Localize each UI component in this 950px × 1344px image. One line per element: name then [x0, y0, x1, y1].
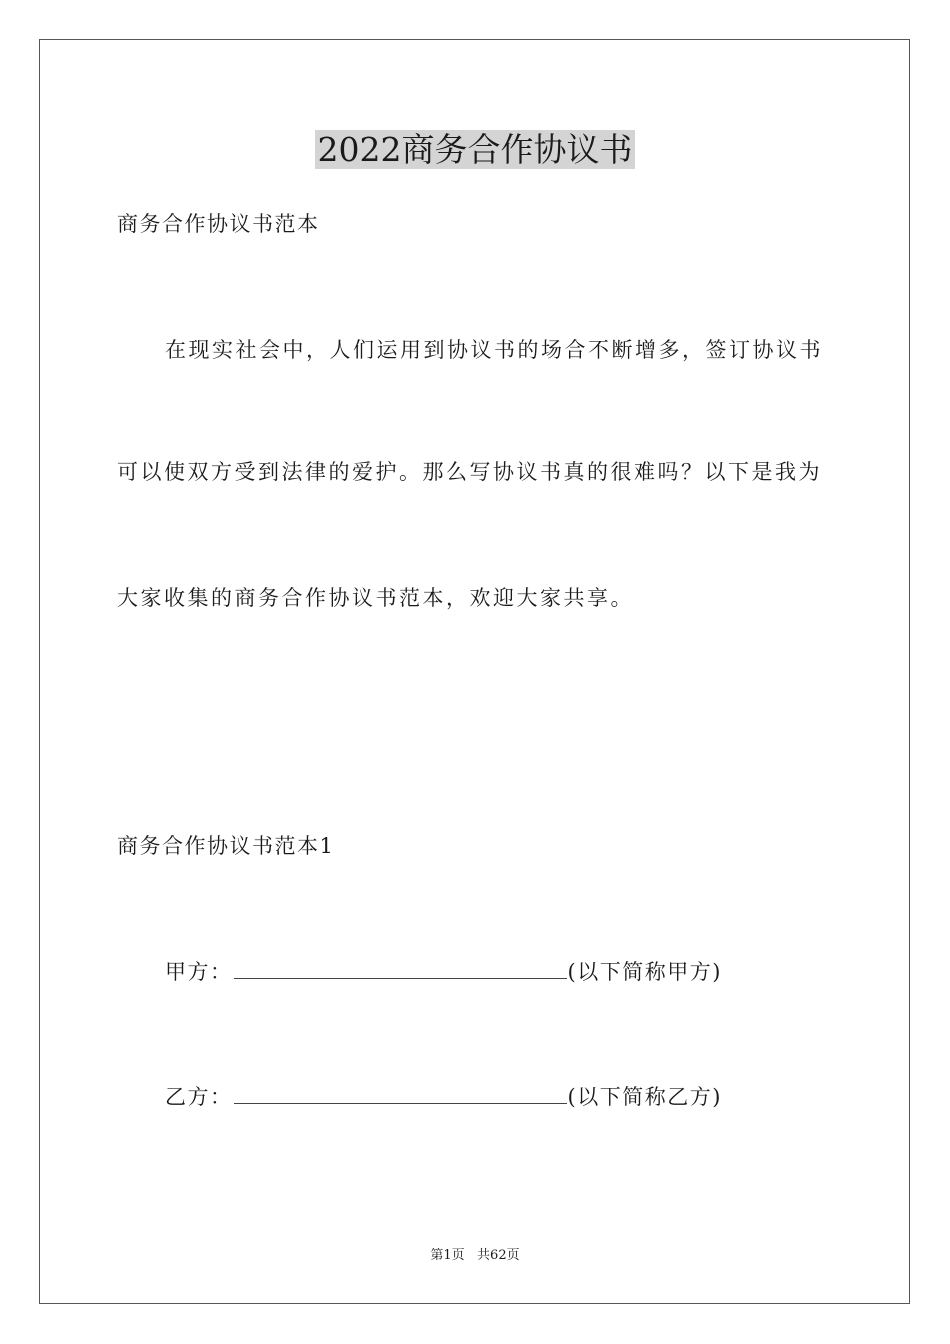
party-a-label: 甲方： [165, 960, 233, 984]
party-b-blank-field[interactable] [234, 1081, 567, 1104]
party-b-suffix: (以下简称乙方) [567, 1085, 722, 1109]
page-footer: 第1页 共62页 [430, 1248, 520, 1263]
party-a-blank-field[interactable] [234, 956, 567, 979]
intro-paragraph-line-3: 大家收集的商务合作协议书范本，欢迎大家共享。 [117, 586, 634, 610]
document-subtitle: 商务合作协议书范本 [117, 212, 320, 236]
party-b-row [165, 1081, 722, 1112]
intro-paragraph-line-2: 可以使双方受到法律的爱护。那么写协议书真的很难吗？以下是我为 [117, 460, 822, 484]
document-title [0, 128, 950, 172]
party-a-row [165, 956, 722, 987]
section-heading: 商务合作协议书范本1 [117, 834, 335, 858]
intro-paragraph-line-1: 在现实社会中，人们运用到协议书的场合不断增多，签订协议书 [165, 338, 823, 362]
party-b-label: 乙方： [165, 1085, 233, 1109]
party-a-suffix: (以下简称甲方) [567, 960, 722, 984]
document-title-text: 2022商务合作协议书 [315, 130, 636, 169]
